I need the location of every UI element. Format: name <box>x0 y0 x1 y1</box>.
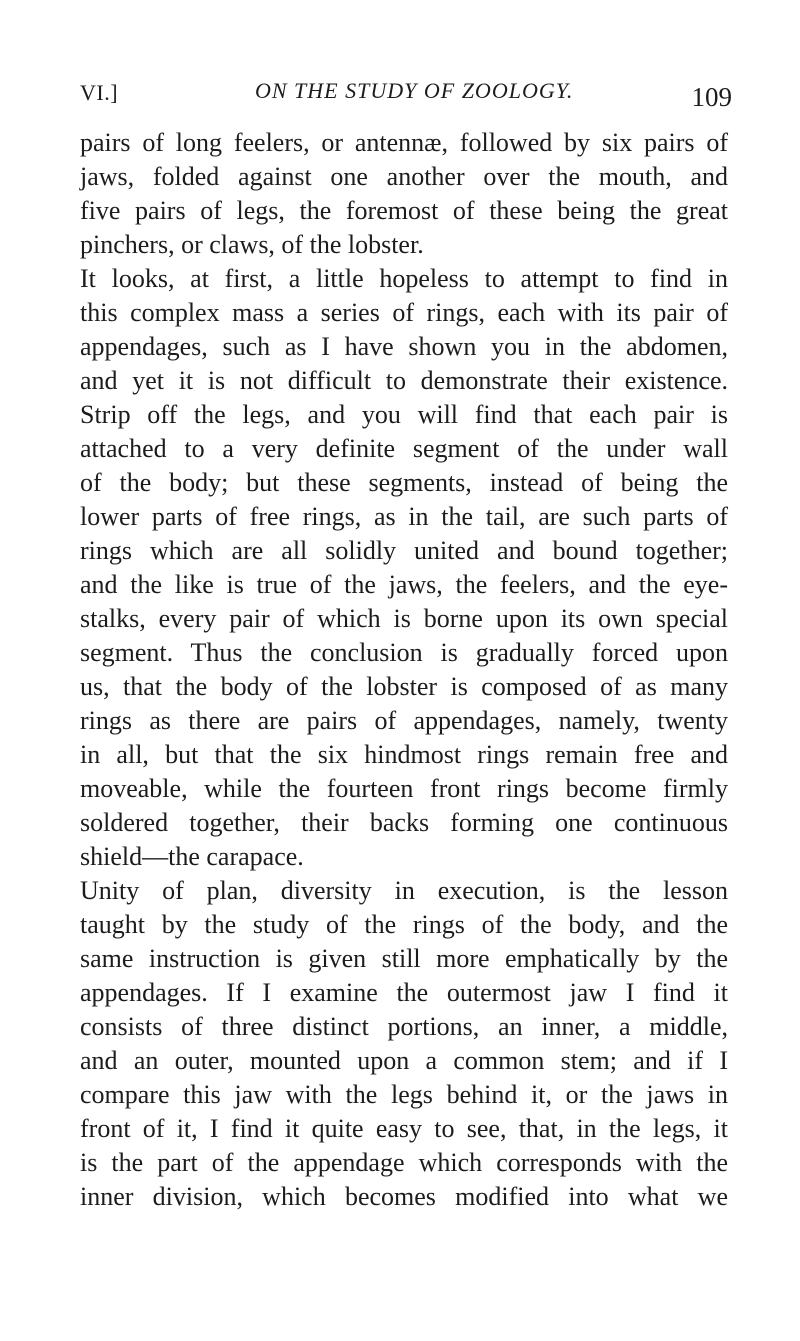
text-line: and an outer, mounted upon a common stem; and if I <box>80 1046 728 1075</box>
text-line: inner division, which becomes modified into what we <box>80 1182 728 1211</box>
text-line: same instruction is given still more emphatically by the <box>80 944 728 973</box>
text-line: this complex mass a series of rings, each with its pair of <box>80 298 728 327</box>
body-text <box>80 126 728 1214</box>
text-line: shield—the carapace. <box>80 842 304 871</box>
text-line: of the body; but these segments, instead of being the <box>80 468 728 497</box>
text-line: and yet it is not difficult to demonstrate their existence. <box>80 366 728 395</box>
text-line: It looks, at first, a little hopeless to attempt to find in <box>80 264 728 293</box>
text-line: lower parts of free rings, as in the tail, are such parts of <box>80 502 728 531</box>
text-line: soldered together, their backs forming one continuous <box>80 808 728 837</box>
text-line: appendages. If I examine the outermost jaw I find it <box>80 978 728 1007</box>
chapter-number: VI.] <box>80 80 119 105</box>
text-line: stalks, every pair of which is borne upon its own special <box>80 604 728 633</box>
page-number: 109 <box>691 82 732 112</box>
text-line: moveable, while the fourteen front rings become firmly <box>80 774 728 803</box>
text-line: attached to a very definite segment of the under wall <box>80 434 728 463</box>
text-line: us, that the body of the lobster is composed of as many <box>80 672 728 701</box>
text-line: front of it, I find it quite easy to see, that, in the legs, it <box>80 1114 728 1143</box>
text-line: in all, but that the six hindmost rings remain free and <box>80 740 728 769</box>
text-line: rings which are all solidly united and bound together; <box>80 536 728 565</box>
text-line: five pairs of legs, the foremost of these being the great <box>80 196 728 225</box>
running-title: ON THE STUDY OF ZOOLOGY. <box>255 78 574 103</box>
text-line: appendages, such as I have shown you in the abdomen, <box>80 332 728 361</box>
text-line: pairs of long feelers, or antennæ, followed by six pairs of <box>80 128 728 157</box>
text-line: rings as there are pairs of appendages, namely, twenty <box>80 706 728 735</box>
text-line: consists of three distinct portions, an inner, a middle, <box>80 1012 728 1041</box>
text-line: compare this jaw with the legs behind it, or the jaws in <box>80 1080 728 1109</box>
text-line: and the like is true of the jaws, the feelers, and the eye- <box>80 570 728 599</box>
text-line: Unity of plan, diversity in execution, is the lesson <box>80 876 728 905</box>
text-line: taught by the study of the rings of the body, and the <box>80 910 728 939</box>
text-line: jaws, folded against one another over the mouth, and <box>80 162 728 191</box>
text-line: Strip off the legs, and you will find that each pair is <box>80 400 728 429</box>
running-header <box>80 74 732 114</box>
text-line: pinchers, or claws, of the lobster. <box>80 230 424 259</box>
text-line: is the part of the appendage which corresponds with the <box>80 1148 728 1177</box>
text-line: segment. Thus the conclusion is gradually forced upon <box>80 638 728 667</box>
